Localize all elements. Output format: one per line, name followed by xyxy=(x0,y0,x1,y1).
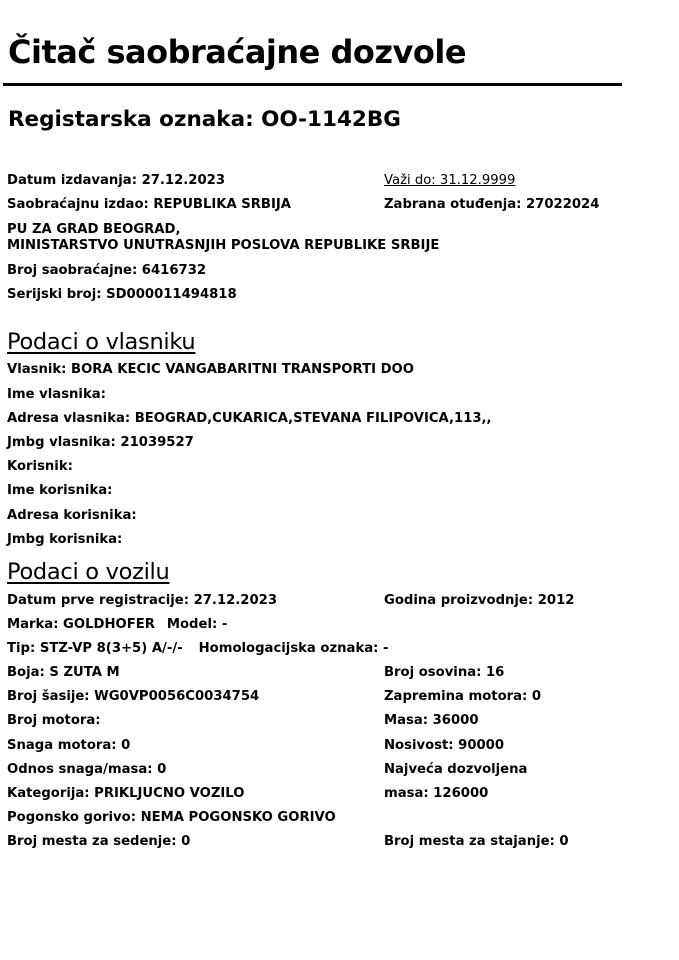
registration-doc-number: Broj saobraćajne: 6416732 xyxy=(7,263,207,278)
alienation-ban: Zabrana otuđenja: 27022024 xyxy=(384,197,600,212)
vehicle-section-heading: Podaci o vozilu xyxy=(7,559,170,585)
first-registration-date: Datum prve registracije: 27.12.2023 xyxy=(7,593,278,608)
category: Kategorija: PRIKLJUCNO VOZILO xyxy=(7,786,245,801)
load-capacity: Nosivost: 90000 xyxy=(384,738,505,753)
engine-power: Snaga motora: 0 xyxy=(7,738,131,753)
vehicle-type: Tip: STZ-VP 8(3+5) A/-/- xyxy=(7,641,183,656)
authority-line-1: PU ZA GRAD BEOGRAD, xyxy=(7,222,181,237)
make: Marka: GOLDHOFER xyxy=(7,617,155,632)
issued-by: Saobraćajnu izdao: REPUBLIKA SRBIJA xyxy=(7,197,292,212)
mass: Masa: 36000 xyxy=(384,713,479,728)
page-title: Čitač saobraćajne dozvole xyxy=(8,33,467,71)
max-permitted-mass-label: Najveća dozvoljena xyxy=(384,762,528,777)
chassis-number: Broj šasije: WG0VP0056C0034754 xyxy=(7,689,260,704)
issue-date: Datum izdavanja: 27.12.2023 xyxy=(7,173,225,188)
owner: Vlasnik: BORA KECIC VANGABARITNI TRANSPORTI DOO xyxy=(7,362,414,377)
fuel-type: Pogonsko gorivo: NEMA POGONSKO GORIVO xyxy=(7,810,336,825)
standing-capacity: Broj mesta za stajanje: 0 xyxy=(384,834,569,849)
owner-section-heading: Podaci o vlasniku xyxy=(7,329,196,355)
title-divider xyxy=(3,83,622,86)
user: Korisnik: xyxy=(7,459,73,474)
engine-number: Broj motora: xyxy=(7,713,101,728)
owner-id: Jmbg vlasnika: 21039527 xyxy=(7,435,194,450)
engine-displacement: Zapremina motora: 0 xyxy=(384,689,542,704)
owner-address: Adresa vlasnika: BEOGRAD,CUKARICA,STEVANA FILIPOVICA,113,, xyxy=(7,411,492,426)
type-row xyxy=(7,640,388,657)
valid-until: Važi do: 31.12.9999 xyxy=(384,173,516,188)
model: Model: - xyxy=(166,617,228,632)
registration-number: Registarska oznaka: OO-1142BG xyxy=(8,107,401,132)
homologation-mark: Homologacijska oznaka: - xyxy=(198,641,389,656)
authority-line-2: MINISTARSTVO UNUTRASNJIH POSLOVA REPUBLIKE SRBIJE xyxy=(7,238,440,253)
production-year: Godina proizvodnje: 2012 xyxy=(384,593,575,608)
power-mass-ratio: Odnos snaga/masa: 0 xyxy=(7,762,167,777)
user-id: Jmbg korisnika: xyxy=(7,532,123,547)
make-model-row xyxy=(7,616,227,633)
seating-capacity: Broj mesta za sedenje: 0 xyxy=(7,834,191,849)
owner-name: Ime vlasnika: xyxy=(7,387,106,402)
max-permitted-mass: masa: 126000 xyxy=(384,786,489,801)
user-name: Ime korisnika: xyxy=(7,483,113,498)
axle-count: Broj osovina: 16 xyxy=(384,665,505,680)
user-address: Adresa korisnika: xyxy=(7,508,137,523)
color: Boja: S ZUTA M xyxy=(7,665,120,680)
serial-number: Serijski broj: SD000011494818 xyxy=(7,287,237,302)
